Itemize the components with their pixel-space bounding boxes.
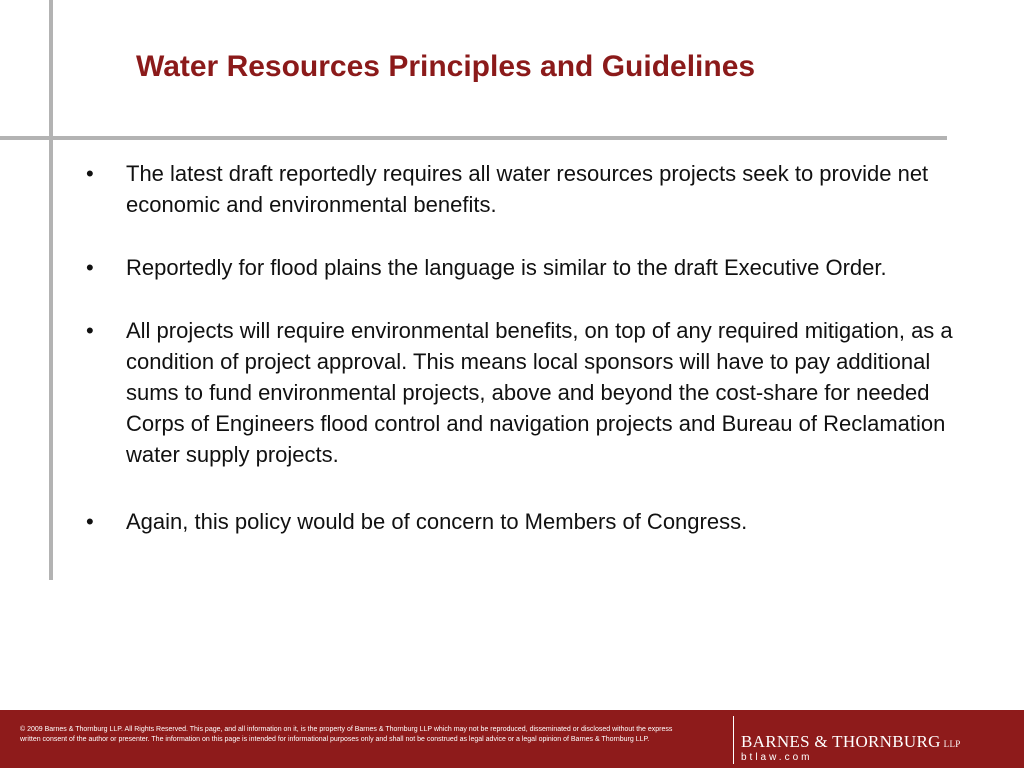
bullet-text: The latest draft reportedly requires all water resources projects seek to provide net economic and environmental benefits. <box>126 161 929 217</box>
bullet-text: Again, this policy would be of concern to Members of Congress. <box>126 509 748 534</box>
firm-name: BARNES & THORNBURG <box>741 732 941 751</box>
bullet-marker: • <box>86 509 94 534</box>
bullet-item <box>86 315 956 470</box>
vertical-rule <box>49 0 53 580</box>
bullet-text: All projects will require environmental benefits, on top of any required mitigation, as a condition of project approval. This means local sponsors will have to pay additional sums to fund environmental projects, above and beyond the cost-share for needed Corps of Engineers flood control and navigation projects and Bureau of Reclamation water supply projects. <box>126 318 953 467</box>
bullet-item <box>86 158 956 220</box>
copyright-notice: © 2009 Barnes & Thornburg LLP. All Rights Reserved. This page, and all information on it, is the property of Barnes & Thornburg LLP which may not be reproduced, disseminated or disclosed without the express written consent of the author or presenter. The information on this page is intended for informational purposes only and shall not be construed as legal advice or a legal opinion of Barnes & Thornburg LLP. <box>20 726 673 743</box>
firm-logo <box>741 732 961 752</box>
horizontal-rule <box>0 136 947 140</box>
bullet-item <box>86 506 956 537</box>
bullet-list <box>86 158 956 569</box>
firm-url: btlaw.com <box>741 752 813 763</box>
bullet-marker: • <box>86 161 94 186</box>
firm-suffix: LLP <box>943 739 961 749</box>
bullet-item <box>86 252 956 283</box>
bullet-marker: • <box>86 255 94 280</box>
footer-divider <box>733 716 734 764</box>
bullet-text: Reportedly for flood plains the language is similar to the draft Executive Order. <box>126 255 887 280</box>
bullet-marker: • <box>86 318 94 343</box>
footer-bar <box>0 710 1024 768</box>
slide-title: Water Resources Principles and Guidelines <box>136 50 756 83</box>
